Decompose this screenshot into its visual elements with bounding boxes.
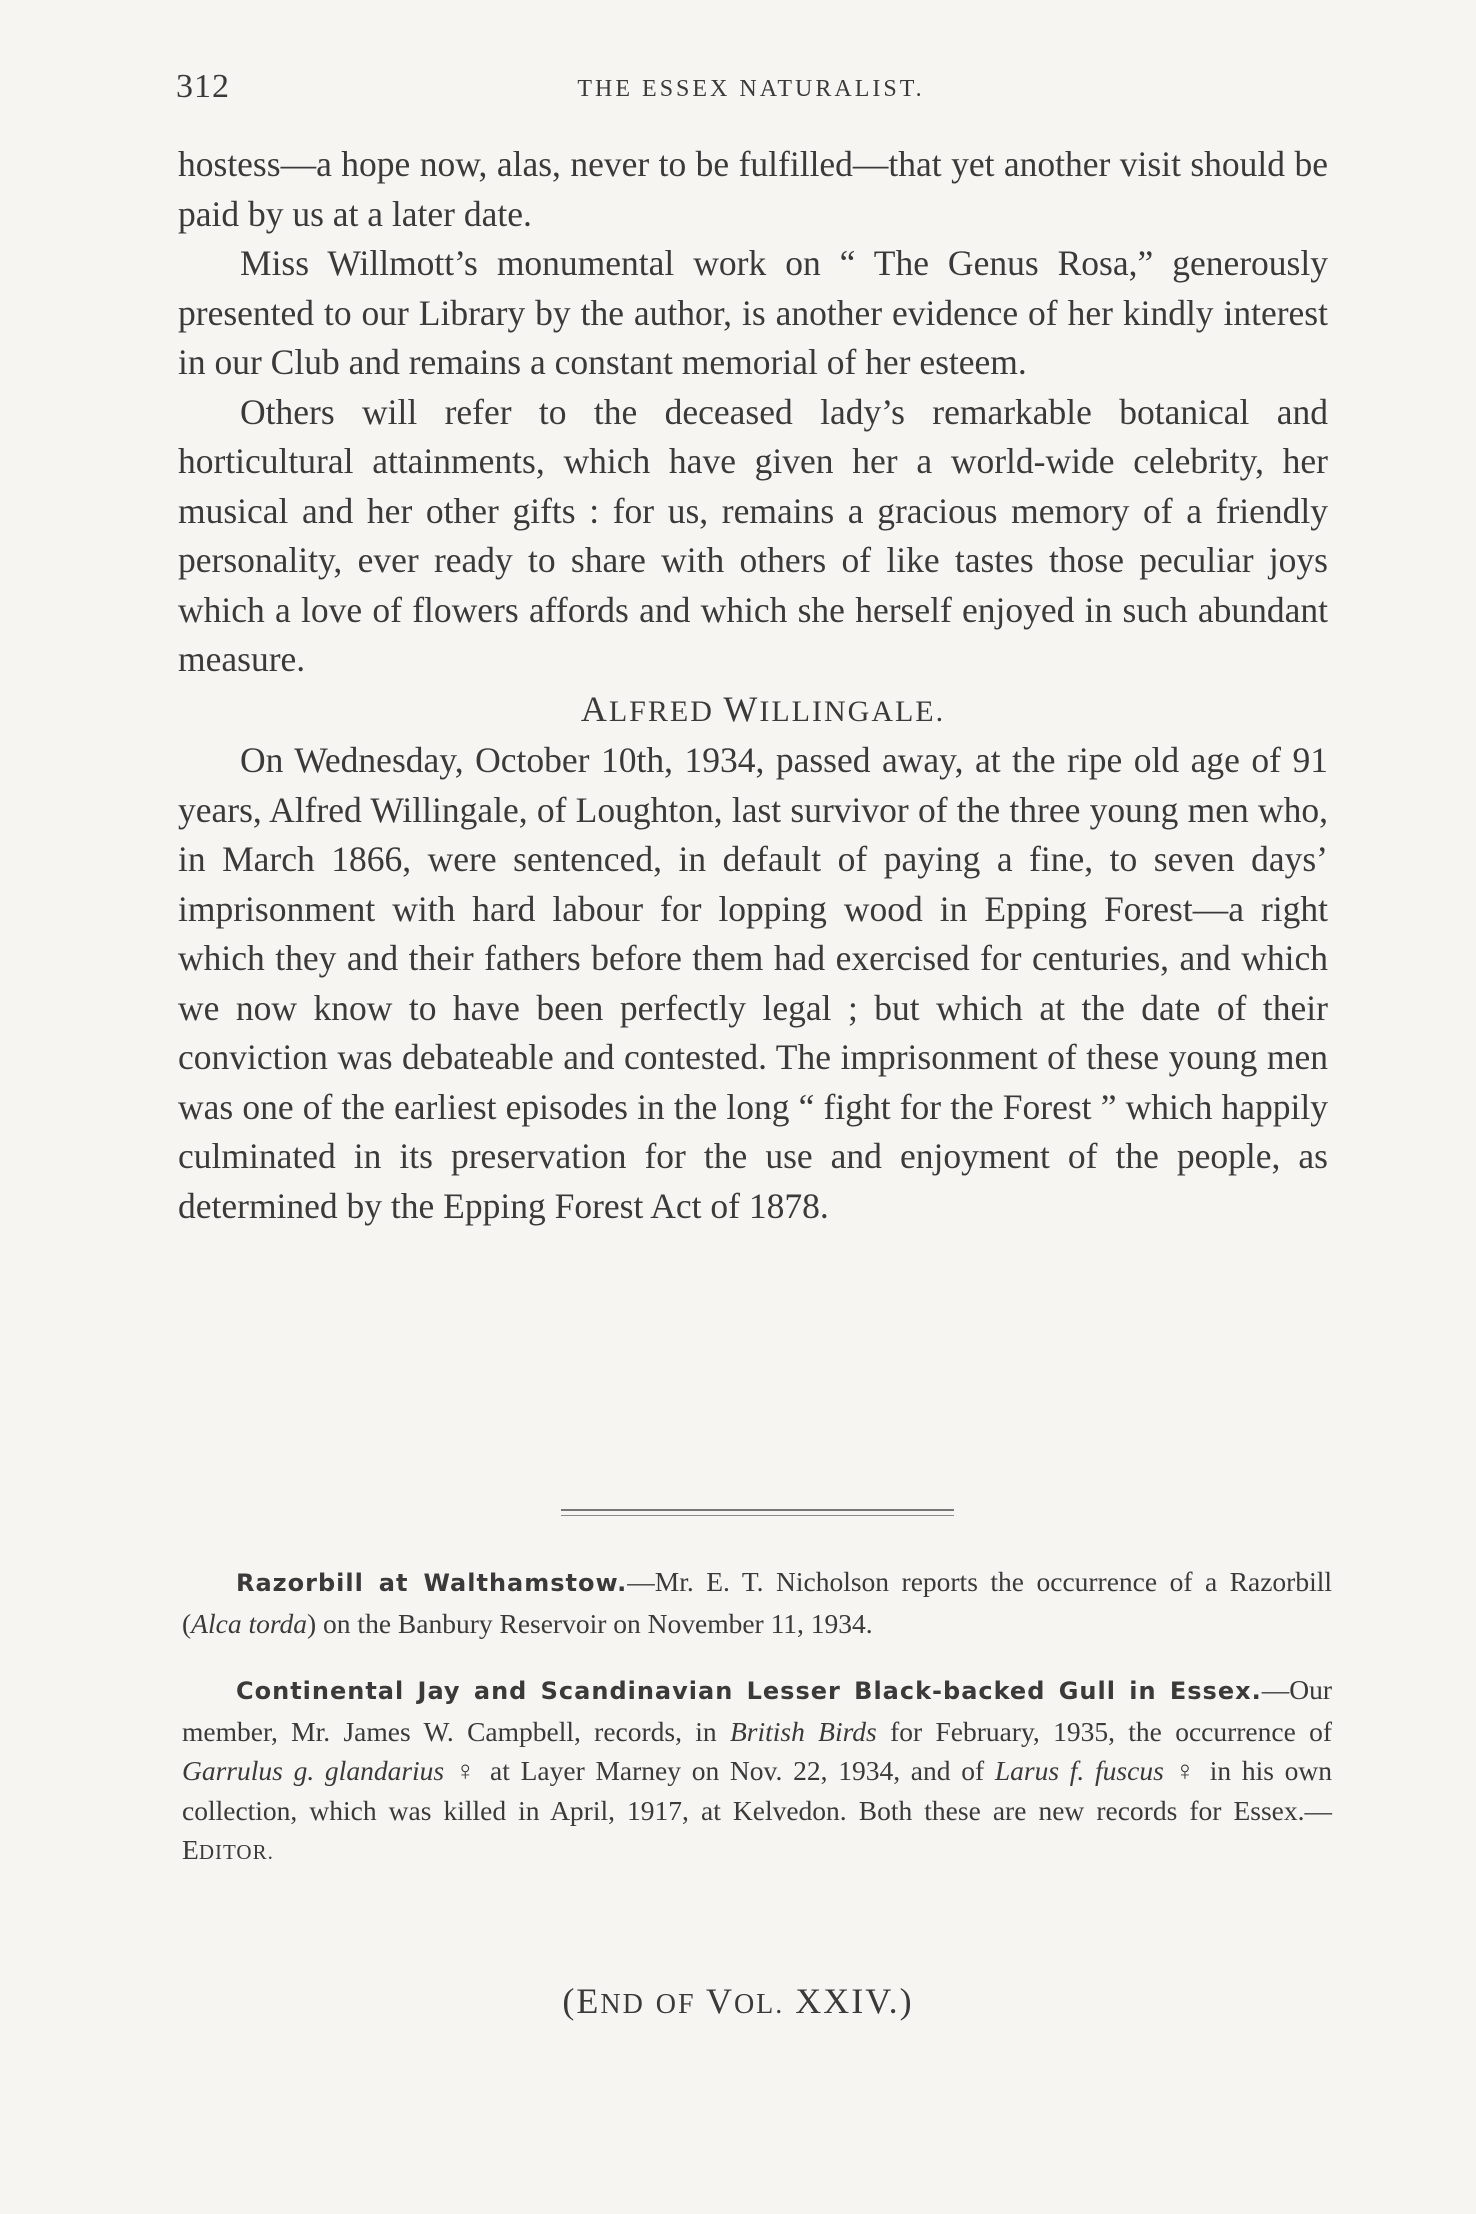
end-open: (E	[562, 1981, 601, 2021]
running-head	[176, 68, 1326, 118]
willmott-paragraph-2: Miss Willmott’s monumental work on “ The Genus Rosa,” generously presented to our Library by the author, is another evidence of her kindly interest in our Club and remains a constant memorial of her esteem.	[178, 243, 1328, 382]
notes-section	[182, 1562, 1332, 1900]
section-divider	[561, 1509, 954, 1511]
of-word: OF	[655, 1989, 696, 2020]
heading-rest-willingale: ILLINGALE.	[759, 694, 946, 728]
volume-number: XXIV.)	[795, 1981, 914, 2021]
note-jay-gull	[182, 1670, 1332, 1873]
note-text: —Mr. E. T. Nicholson reports the occurrence of a Razorbill (	[182, 1566, 1332, 1639]
latin-name: Alca torda	[191, 1607, 308, 1639]
main-text	[178, 140, 1328, 1231]
heading-initial-w: W	[723, 688, 760, 729]
vol-initial: V	[705, 1981, 734, 2021]
journal-name: British Birds	[730, 1715, 877, 1747]
heading-rest-alfred: LFRED	[608, 694, 714, 728]
end-word: ND	[600, 1989, 645, 2020]
note-text: ) on the Banbury Reservoir on November 11, 1934.	[307, 1607, 873, 1639]
obituary-heading	[178, 685, 1328, 737]
latin-name: Larus f. fuscus	[994, 1755, 1164, 1786]
willmott-paragraph-3: Others will refer to the deceased lady’s remarkable botanical and horticultural attainments, which have given her a world-wide celebrity, her musical and her other gifts : for us, remains a gracious memory of a friendly personality, ever ready to share with others of like tastes those peculiar joys which a love of flowers affords and which she herself enjoyed in such abundant measure.	[178, 391, 1328, 679]
note-title-razorbill: Razorbill at Walthamstow.	[236, 1569, 628, 1597]
note-title-jay-gull: Continental Jay and Scandinavian Lesser Black-backed Gull in Essex.	[236, 1677, 1262, 1705]
latin-name: Garrulus g. glandarius	[182, 1755, 445, 1786]
heading-initial-a: A	[580, 688, 609, 729]
end-of-volume	[0, 1980, 1476, 2022]
note-text: ♀ at Layer Marney on Nov. 22, 1934, and of	[444, 1755, 995, 1786]
page-number: 312	[176, 68, 230, 105]
vol-word: OL.	[733, 1989, 785, 2020]
note-text: —Our member, Mr. James W. Campbell, records, in	[182, 1674, 1332, 1747]
editor-initial: E	[182, 1834, 199, 1865]
note-text: ♀ in his own collection, which was killed in April, 1917, at Kelvedon. Both these are new records for Essex.—	[182, 1755, 1333, 1826]
willmott-paragraph-1: hostess—a hope now, alas, never to be fulfilled—that yet another visit should be paid by us at a later date.	[178, 144, 1328, 234]
section-divider-lower	[561, 1515, 954, 1516]
willingale-paragraph: On Wednesday, October 10th, 1934, passed away, at the ripe old age of 91 years, Alfred Willingale, of Loughton, last survivor of the three young men who, in March 1866, were sentenced, in default of paying a fine, to seven days’ imprisonment with hard labour for lopping wood in Epping Forest—a right which they and their fathers before them had exercised for centuries, and which we now know to have been perfectly legal ; but which at the date of their conviction was debateable and contested. The imprisonment of these young men was one of the earliest episodes in the long “ fight for the Forest ” which happily culminated in its preservation for the use and enjoyment of the people, as determined by the Epping Forest Act of 1878.	[178, 740, 1328, 1226]
note-razorbill	[182, 1562, 1332, 1643]
editor-signature: DITOR.	[198, 1840, 274, 1864]
journal-title: THE ESSEX NATURALIST.	[577, 76, 925, 102]
note-text: for February, 1935, the occurrence of	[876, 1715, 1332, 1747]
